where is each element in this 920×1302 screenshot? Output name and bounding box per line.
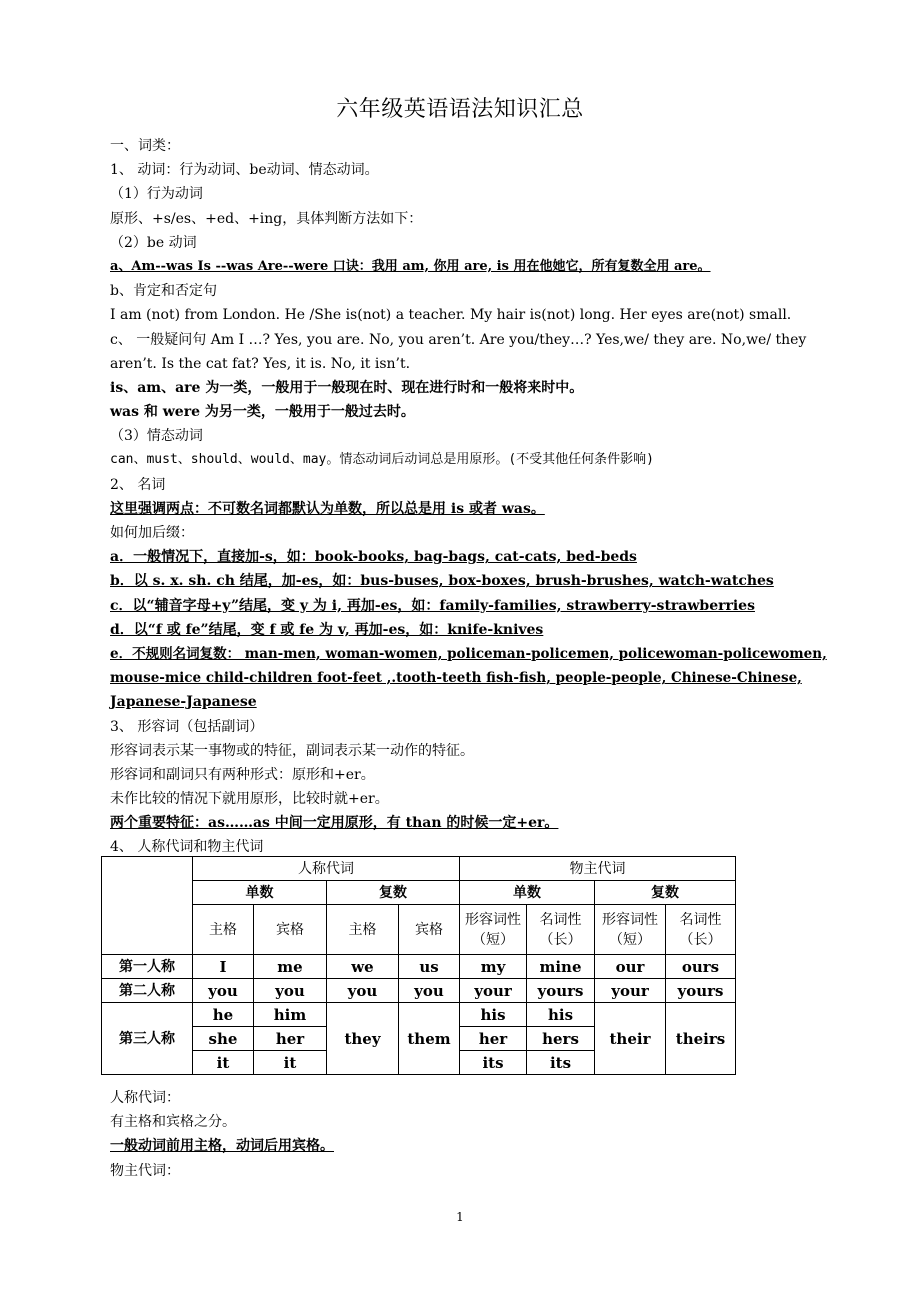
- cell: they: [327, 1003, 399, 1075]
- table-row: [102, 955, 736, 979]
- page-number: 1: [456, 1210, 464, 1224]
- rule-line: mouse-mice child-children foot-feet ,.tooth-teeth fish-fish, people-people, Chinese-Chinese,: [110, 670, 802, 687]
- cell: your: [460, 979, 527, 1003]
- header-plural: 复数: [595, 881, 736, 905]
- text-line: 4、 人称代词和物主代词: [110, 839, 264, 856]
- cell: them: [399, 1003, 460, 1075]
- row-label: 第一人称: [102, 955, 193, 979]
- cell: their: [595, 1003, 666, 1075]
- rule-line: d．以“f 或 fe”结尾，变 f 或 fe 为 v, 再加-es，如：knife-knives: [110, 621, 544, 638]
- header-singular: 单数: [193, 881, 327, 905]
- cell: its: [527, 1051, 595, 1075]
- cell: theirs: [666, 1003, 736, 1075]
- text-line: 未作比较的情况下就用原形，比较时就+er。: [110, 791, 389, 808]
- header-object: 宾格: [254, 905, 327, 955]
- row-label: 第二人称: [102, 979, 193, 1003]
- header-noun-long: 名词性（长）: [527, 905, 595, 955]
- text-line: aren’t. Is the cat fat? Yes, it is. No, it isn’t.: [110, 355, 411, 372]
- text-line: 形容词表示某一事物或的特征，副词表示某一动作的特征。: [110, 742, 474, 759]
- cell: me: [254, 955, 327, 979]
- rule-line: 这里强调两点：不可数名词都默认为单数，所以总是用 is 或者 was。: [110, 500, 545, 517]
- cell: him: [254, 1003, 327, 1027]
- cell: it: [254, 1051, 327, 1075]
- rule-line: e．不规则名词复数： man-men, woman-women, policeman-policemen, policewoman-policewomen,: [110, 645, 827, 662]
- cell: his: [460, 1003, 527, 1027]
- cell: it: [193, 1051, 254, 1075]
- cell: we: [327, 955, 399, 979]
- text-line: 1、 动词：行为动词、be动词、情态动词。: [110, 162, 379, 179]
- cell: our: [595, 955, 666, 979]
- cell: yours: [527, 979, 595, 1003]
- cell: mine: [527, 955, 595, 979]
- rule-line: b．以 s. x. sh. ch 结尾，加-es，如：bus-buses, box-boxes, brush-brushes, watch-watches: [110, 573, 774, 590]
- rule-line: Japanese-Japanese: [110, 694, 257, 711]
- header-noun-long: 名词性（长）: [666, 905, 736, 955]
- cell: his: [527, 1003, 595, 1027]
- header-possessive: 物主代词: [460, 857, 736, 881]
- header-plural: 复数: [327, 881, 460, 905]
- text-line: 原形、+s/es、+ed、+ing，具体判断方法如下：: [110, 210, 423, 227]
- header-subject: 主格: [193, 905, 254, 955]
- section-heading: 一、词类：: [110, 138, 180, 154]
- header-object: 宾格: [399, 905, 460, 955]
- cell: you: [254, 979, 327, 1003]
- cell: he: [193, 1003, 254, 1027]
- header-subject: 主格: [327, 905, 399, 955]
- cell: my: [460, 955, 527, 979]
- text-line: 2、 名词: [110, 476, 166, 493]
- text-line: （2）be 动词: [110, 234, 197, 251]
- pronoun-table: [101, 856, 736, 1075]
- text-line: 如何加后缀：: [110, 525, 194, 541]
- text-line: c、 一般疑问句 Am I …? Yes, you are. No, you aren’t. Are you/they…? Yes,we/ they are. No,we/ they: [110, 331, 807, 348]
- rule-line: is、am、are 为一类，一般用于一般现在时、现在进行时和一般将来时中。: [110, 379, 584, 396]
- text-line: I am (not) from London. He /She is(not) a teacher. My hair is(not) long. Her eyes are(not) small.: [110, 307, 792, 324]
- after-table-notes: [110, 1086, 810, 1183]
- table-row: [102, 979, 736, 1003]
- rule-line: was 和 were 为另一类，一般用于一般过去时。: [110, 404, 415, 421]
- row-label: 第三人称: [102, 1003, 193, 1075]
- header-personal: 人称代词: [193, 857, 460, 881]
- text-line: 人称代词：: [110, 1090, 180, 1106]
- table-corner: [102, 857, 193, 955]
- header-singular: 单数: [460, 881, 595, 905]
- cell: yours: [666, 979, 736, 1003]
- rule-line: a、Am--was Is --was Are--were 口诀：我用 am, 你用 are, is 用在他她它，所有复数全用 are。: [110, 258, 711, 274]
- cell: ours: [666, 955, 736, 979]
- text-line: 有主格和宾格之分。: [110, 1114, 236, 1131]
- cell: she: [193, 1027, 254, 1051]
- cell: you: [193, 979, 254, 1003]
- header-adj-short: 形容词性（短）: [460, 905, 527, 955]
- text-line: 3、 形容词（包括副词）: [110, 718, 264, 735]
- document-title: 六年级英语语法知识汇总: [336, 97, 584, 122]
- rule-line: 一般动词前用主格，动词后用宾格。: [110, 1138, 334, 1155]
- table-row: [102, 1003, 736, 1027]
- cell: I: [193, 955, 254, 979]
- cell: us: [399, 955, 460, 979]
- text-line: 形容词和副词只有两种形式：原形和+er。: [110, 766, 375, 783]
- text-line: b、肯定和否定句: [110, 283, 217, 300]
- cell: you: [399, 979, 460, 1003]
- cell: you: [327, 979, 399, 1003]
- cell: hers: [527, 1027, 595, 1051]
- cell: its: [460, 1051, 527, 1075]
- cell: your: [595, 979, 666, 1003]
- text-line: 物主代词：: [110, 1162, 180, 1179]
- rule-line: a．一般情况下，直接加-s，如：book-books, bag-bags, cat-cats, bed-beds: [110, 549, 637, 566]
- cell: her: [254, 1027, 327, 1051]
- document-body: [110, 134, 827, 860]
- text-line: can、must、should、would、may。情态动词后动词总是用原形。(不受其他任何条件影响): [110, 452, 655, 468]
- text-line: （1）行为动词: [110, 186, 203, 203]
- cell: her: [460, 1027, 527, 1051]
- rule-line: 两个重要特征：as……as 中间一定用原形，有 than 的时候一定+er。: [110, 815, 559, 832]
- header-adj-short: 形容词性（短）: [595, 905, 666, 955]
- text-line: （3）情态动词: [110, 428, 203, 445]
- rule-line: c．以“辅音字母+y”结尾，变 y 为 i, 再加-es，如：family-families, strawberry-strawberries: [110, 597, 755, 614]
